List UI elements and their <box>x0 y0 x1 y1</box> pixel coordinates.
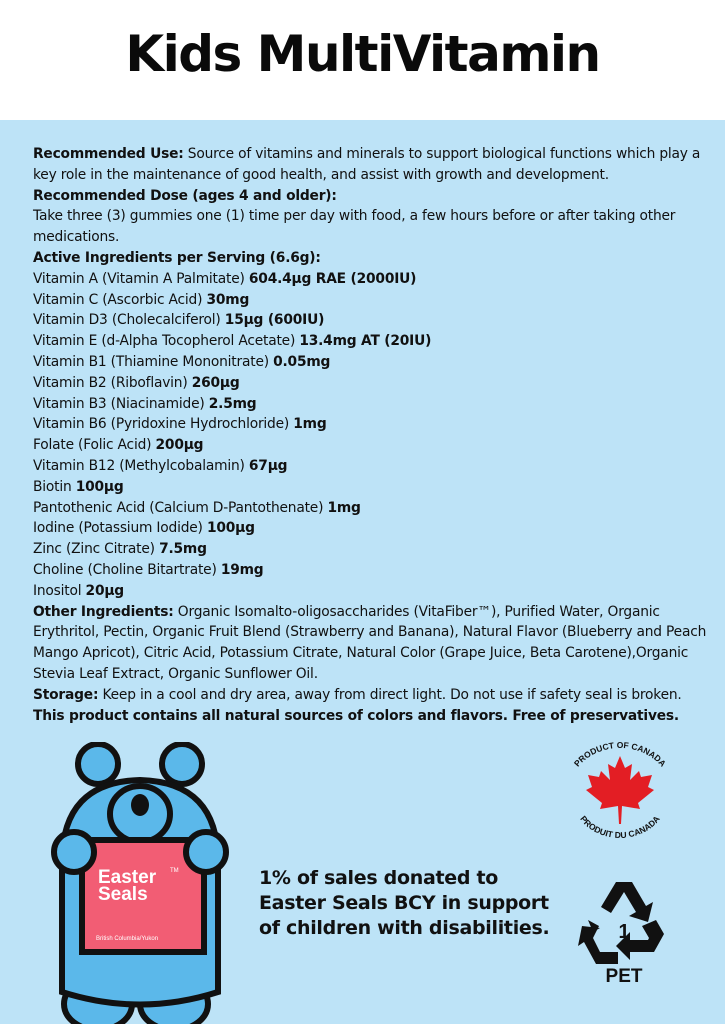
ingredient-name: Vitamin B2 (Riboflavin) <box>33 374 192 391</box>
ingredient-row <box>33 456 713 477</box>
produit-du-canada-text: PRODUIT DU CANADA <box>578 813 662 840</box>
ingredient-amount: 13.4mg AT (20IU) <box>299 333 432 350</box>
ingredient-row <box>33 539 713 560</box>
ingredient-row <box>33 435 713 456</box>
easter-seals-region: British Columbia/Yukon <box>96 936 159 942</box>
header <box>0 0 725 120</box>
ingredient-name: Pantothenic Acid (Calcium D-Pantothenate) <box>33 499 328 516</box>
ingredient-amount: 100μg <box>206 520 255 537</box>
ingredient-row <box>33 290 713 311</box>
ingredient-name: Vitamin A (Vitamin A Palmitate) <box>33 270 249 287</box>
ingredient-amount: 0.05mg <box>273 353 331 370</box>
recommended-use-label: Recommended Use: <box>33 146 184 162</box>
recommended-dose-label: Recommended Dose (ages 4 and older): <box>33 187 337 204</box>
product-of-canada-badge <box>560 740 680 840</box>
ingredient-amount: 1mg <box>327 499 361 516</box>
ingredient-name: Inositol <box>33 582 86 599</box>
donation-statement: 1% of sales donated to Easter Seals BCY in support of children with disabilities. <box>259 867 550 939</box>
ingredient-amount: 30mg <box>206 291 250 308</box>
recommended-use <box>33 144 713 186</box>
ingredient-row <box>33 518 713 539</box>
product-of-canada-text: PRODUCT OF CANADA <box>571 740 669 769</box>
ingredient-name: Vitamin B1 (Thiamine Mononitrate) <box>33 353 274 370</box>
ingredient-amount: 67μg <box>248 457 288 474</box>
ingredient-amount: 100μg <box>75 478 124 495</box>
ingredient-row <box>33 310 713 331</box>
ingredient-row <box>33 560 713 581</box>
ingredient-amount: 7.5mg <box>159 541 207 558</box>
other-ingredients-text: Organic Isomalto-oligosaccharides (VitaFiber™), Purified Water, Organic Erythritol, Pectin, Organic Fruit Blend (Strawberry and Banana), Natural Flavor (Blueberry and Peach Mango Apricot), Citric Acid, Potassium Citrate, Natural Color (Grape Juice, Beta Carotene),Organic Stevia Leaf Extract, Organic Sunflower Oil. <box>33 603 707 682</box>
ingredient-name: Vitamin B12 (Methylcobalamin) <box>33 457 249 474</box>
ingredient-name: Vitamin B6 (Pyridoxine Hydrochloride) <box>33 416 294 433</box>
ingredient-row <box>33 352 713 373</box>
ingredient-row <box>33 331 713 352</box>
storage <box>33 685 713 706</box>
storage-text: Keep in a cool and dry area, away from direct light. Do not use if safety seal is broken. <box>98 686 682 703</box>
ingredient-name: Biotin <box>33 478 76 495</box>
ingredient-row <box>33 477 713 498</box>
ingredient-name: Vitamin D3 (Cholecalciferol) <box>33 312 225 329</box>
ingredient-amount: 260μg <box>191 374 240 391</box>
recycle-material: PET <box>605 966 643 986</box>
ingredient-name: Iodine (Potassium Iodide) <box>33 520 207 537</box>
storage-label: Storage: <box>33 686 99 703</box>
ingredient-name: Folate (Folic Acid) <box>33 437 156 454</box>
ingredient-amount: 2.5mg <box>208 395 257 412</box>
recycle-icon <box>578 876 670 986</box>
natural-statement: This product contains all natural sources of colors and flavors. Free of preservatives. <box>33 707 679 724</box>
ingredient-amount: 19mg <box>220 561 264 578</box>
ingredient-name: Choline (Choline Bitartrate) <box>33 561 221 578</box>
ingredient-row <box>33 498 713 519</box>
ingredient-row <box>33 373 713 394</box>
active-ingredients-label: Active Ingredients per Serving (6.6g): <box>33 249 321 266</box>
recycle-code: 1 <box>618 921 630 943</box>
ingredient-list <box>33 269 713 602</box>
ingredient-name: Zinc (Zinc Citrate) <box>33 541 160 558</box>
ingredient-name: Vitamin E (d-Alpha Tocopherol Acetate) <box>33 333 300 350</box>
other-ingredients-label: Other Ingredients: <box>33 603 174 620</box>
maple-leaf-icon <box>586 756 654 824</box>
ingredient-amount: 20μg <box>85 582 124 599</box>
ingredient-amount: 15μg (600IU) <box>224 312 325 329</box>
ingredient-row <box>33 394 713 415</box>
product-title: Kids MultiVitamin <box>125 25 600 83</box>
ingredient-amount: 604.4μg RAE (2000IU) <box>248 270 417 287</box>
ingredient-row <box>33 581 713 602</box>
easter-seals-tm: TM <box>170 868 179 874</box>
easter-seals-line1: Easter <box>98 867 157 888</box>
label-text <box>33 144 713 726</box>
gummy-bear-illustration <box>40 742 240 1024</box>
easter-seals-line2: Seals <box>98 884 148 905</box>
ingredient-name: Vitamin C (Ascorbic Acid) <box>33 291 207 308</box>
ingredient-amount: 1mg <box>293 416 327 433</box>
other-ingredients <box>33 602 713 685</box>
recommended-use-text: Source of vitamins and minerals to support biological functions which play a key role in the maintenance of good health, and assist with growth and development. <box>33 146 701 183</box>
ingredient-row <box>33 414 713 435</box>
ingredient-row <box>33 269 713 290</box>
recommended-dose-text: Take three (3) gummies one (1) time per day with food, a few hours before or after taking other medications. <box>33 208 676 246</box>
ingredient-amount: 200μg <box>155 437 204 454</box>
ingredient-name: Vitamin B3 (Niacinamide) <box>33 395 209 412</box>
